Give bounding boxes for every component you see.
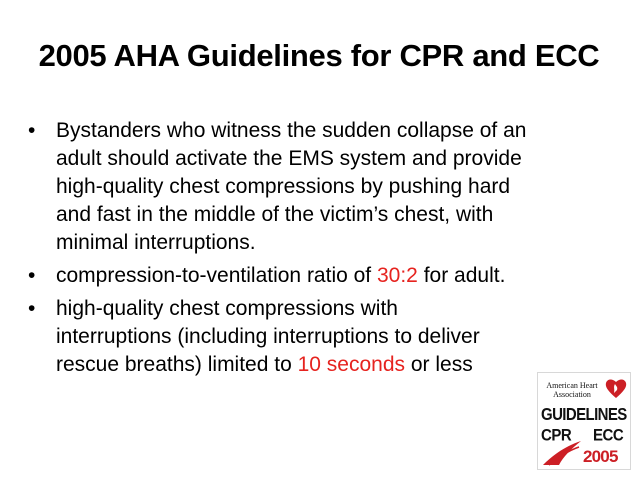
bullet-marker: • — [28, 264, 36, 287]
logo-year: 2005 — [583, 447, 618, 466]
bullet-line: high-quality chest compressions by pushing hard — [56, 175, 511, 198]
bullet-marker: • — [28, 297, 36, 320]
bullet-line: and fast in the middle of the victim’s chest, with — [56, 203, 494, 226]
bullet-item-ratio — [28, 262, 628, 290]
aha-guidelines-logo — [537, 372, 631, 470]
logo-guidelines-word: GUIDELINES — [541, 404, 627, 425]
limit-highlight: 10 seconds — [297, 353, 406, 376]
ratio-text-after: for adult. — [417, 264, 506, 287]
bullet-line: minimal interruptions. — [56, 231, 256, 254]
aha-wordmark — [542, 381, 602, 399]
aha-name-line2: Association — [553, 390, 591, 399]
limit-text-after: or less — [405, 353, 473, 376]
bullet-line: Bystanders who witness the sudden collapse of an — [56, 119, 527, 142]
logo-cpr-word: CPR — [541, 426, 572, 445]
bullet-line: interruptions (including interruptions to deliver — [56, 325, 480, 348]
logo-ecc-word: ECC — [593, 426, 624, 445]
bullet-line — [56, 262, 628, 290]
aha-name-line1: American Heart — [546, 381, 598, 390]
limit-text-before: rescue breaths) limited to — [56, 353, 298, 376]
slide-title: 2005 AHA Guidelines for CPR and ECC — [38, 38, 600, 73]
bullet-item-bystanders — [28, 117, 628, 257]
bullet-item-interruptions — [28, 295, 628, 379]
bullet-marker: • — [28, 119, 36, 142]
heart-torch-icon — [604, 376, 628, 400]
bullet-list — [28, 117, 628, 384]
ratio-highlight: 30:2 — [376, 264, 418, 287]
bullet-line: adult should activate the EMS system and provide — [56, 147, 522, 170]
ratio-text-before: compression-to-ventilation ratio of — [56, 264, 377, 287]
bullet-line: high-quality chest compressions with — [56, 297, 398, 320]
